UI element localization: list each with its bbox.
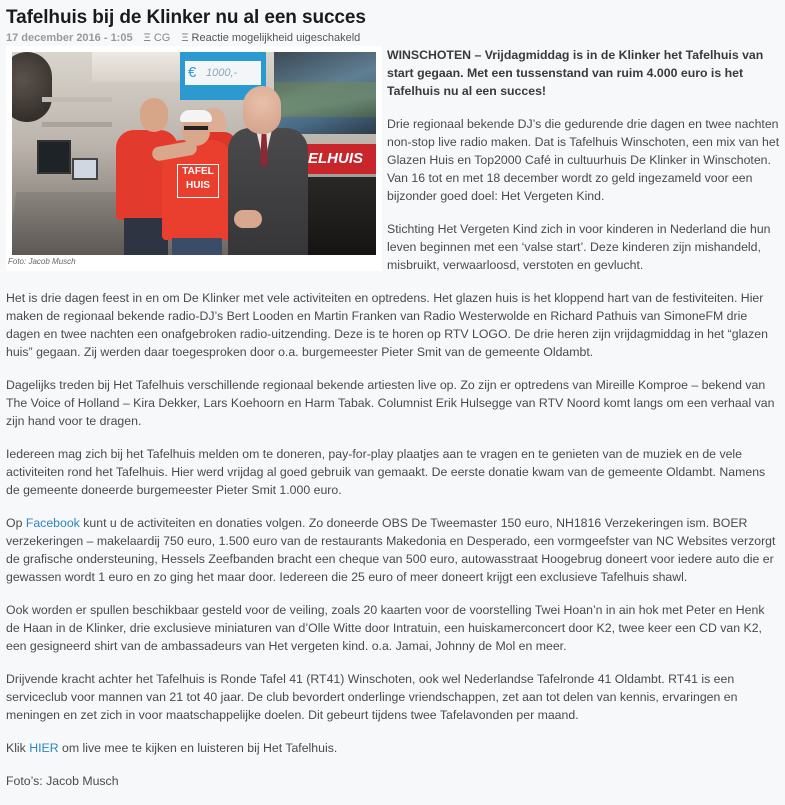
facebook-paragraph bbox=[6, 514, 781, 586]
photo-monitor-2 bbox=[72, 158, 98, 180]
text: Klik bbox=[6, 741, 30, 755]
article-title: Tafelhuis bij de Klinker nu al een succes bbox=[6, 7, 366, 28]
article-figure bbox=[6, 46, 382, 271]
photo-person-4-body bbox=[228, 128, 308, 255]
lead-paragraph: WINSCHOTEN – Vrijdagmiddag is in de Klinker het Tafelhuis van start gegaan. Met een tussenstand van ruim 4.000 euro is het Tafelhuis nu al een succes! bbox=[387, 48, 764, 98]
photo-person-2-cap bbox=[180, 110, 212, 122]
photo-shirt-text-2: HUIS bbox=[186, 180, 210, 191]
comment-icon: Ξ bbox=[181, 32, 189, 44]
facebook-link[interactable]: Facebook bbox=[25, 516, 80, 530]
photo-caption: Foto: Jacob Musch bbox=[8, 257, 76, 266]
photo-cheque-euro: € bbox=[188, 64, 197, 81]
author-link[interactable]: CG bbox=[153, 32, 171, 44]
photo-tv-grass bbox=[274, 82, 376, 117]
photo-monitor bbox=[37, 140, 71, 174]
paragraph: Drijvende kracht achter het Tafelhuis is Ronde Tafel 41 (RT41) Winschoten, ook wel Nederlandse Tafelronde 41 Oldambt. RT41 is een serviceclub voor mannen van 21 tot 40 jaar. De club bevordert onderlinge vriendschappen, zet aan tot delen van kennis, ervaringen en meningen en zet zich in voor maatschappelijke doelen. Dit gebeurt tijdens twee Tafelavonden per maand. bbox=[6, 672, 738, 722]
photo-person-2-legs bbox=[172, 238, 222, 255]
paragraph: Iedereen mag zich bij het Tafelhuis melden om te doneren, pay-for-play plaatjes aan te vragen en te genieten van de muziek en de vele activiteiten rond het Tafelhuis. Hier werd vrijdag al goed gebruik van gemaakt. De eerste donatie kwam van de gemeente Oldambt. Namens de gemeente doneerde burgemeester Pieter Smit 1.000 euro. bbox=[6, 447, 766, 497]
paragraph: Dagelijks treden bij Het Tafelhuis verschillende regionaal bekende artiesten live op. Zo zijn er optredens van Mireille Komproe – bekend van The Voice of Holland – Kira Dekker, Lars Koehoorn en Harm Tabak. Columnist Erik Hulsegge van RTV Noord komt langs om een verhaal van zijn hand voor te dragen. bbox=[6, 378, 775, 428]
photo-shirt-text-1: TAFEL bbox=[182, 166, 214, 177]
paragraph: Stichting Het Vergeten Kind zich in voor kinderen in Nederland die hun leven beginnen met een ‘valse start’. Deze kinderen zijn mishandeld, misbruikt, verwaarloosd, verstoten en gevlucht. bbox=[387, 222, 771, 272]
text: kunt u de activiteiten en donaties volgen. Zo doneerde OBS De Tweemaster 150 euro, NH1816 Verzekeringen ism. BOER verzekeringen – makelaardij 750 euro, 1.500 euro van de restaurants Makedonia en Desperado, een vormgeefster van NC Websites verzorgt de grafische ondersteuning, Hessels Zeefbanden bracht een cheque van 500 euro, autowasstraat Hoogebrug doneert voor iedere auto die er gewassen wordt 1 euro en zo ging het maar door. Iedereen die 25 euro of meer doneert krijgt een exclusieve Tafelhuis shawl. bbox=[6, 516, 776, 584]
paragraph: Het is drie dagen feest in en om De Klinker met vele activiteiten en optredens. Het glazen huis is het kloppend hart van de festiviteiten. Hier maken de regionaal bekende radio-DJ’s Bert Looden en Martin Franken van Radio Westerwolde en Richard Pathuis van SimoneFM drie dagen en twee nachten een onafgebroken radio-uitzending. Deze is te horen op RTV LOGO. De drie heren zijn vrijdagmiddag in het “glazen huis” gegaan. Zij werden daar toegesproken door o.a. burgemeester Pieter Smit van de gemeente Oldambt. bbox=[6, 291, 768, 359]
comments-status: Reactie mogelijkheid uigeschakeld bbox=[191, 32, 361, 44]
publish-date: 17 december 2016 - 1:05 bbox=[6, 32, 133, 44]
photo-person-2-glasses bbox=[184, 126, 208, 130]
text: om live mee te kijken en luisteren bij Het Tafelhuis. bbox=[58, 741, 338, 755]
photo-mic-arm bbox=[42, 97, 112, 102]
paragraph: Drie regionaal bekende DJ’s die gedurende drie dagen en twee nachten non-stop live radio maken. Dat is Tafelhuis Winschoten, een mix van het Glazen Huis en Top2000 Café in cultuurhuis De Klinker in Winschoten. Van 16 tot en met 18 december wordt zo geld ingezameld voor een bijzonder goed doel: Het Vergeten Kind. bbox=[387, 117, 780, 203]
lead-column bbox=[387, 46, 782, 289]
text: Op bbox=[6, 516, 26, 530]
photo-mic-arm-2 bbox=[42, 122, 112, 127]
photo-microphone bbox=[12, 52, 52, 122]
photo-person-4-hands bbox=[234, 210, 262, 228]
photo-credits: Foto’s: Jacob Musch bbox=[6, 774, 119, 788]
photo-person-1-head bbox=[140, 98, 168, 132]
live-stream-link[interactable]: HIER bbox=[29, 741, 59, 755]
paragraph: Ook worden er spullen beschikbaar gesteld voor de veiling, zoals 20 kaarten voor de voorstelling Twei Hoan’n in ain hok met Peter en Henk de Haan in de Klinker, drie exclusieve miniaturen van d’Olle Witte door Intratuin, een huiskamerconcert door K2, twee keer een CD van K2, een gesigneerd shirt van de ambassadeurs van Het vergeten kind. o.a. Jamai, Johnny de Mol en meer. bbox=[6, 603, 765, 653]
live-paragraph bbox=[6, 739, 781, 757]
photo-cabinet bbox=[302, 177, 376, 255]
body-column bbox=[6, 289, 781, 805]
category-icon: Ξ bbox=[143, 32, 151, 44]
photo-cheque-amount: 1000,- bbox=[206, 67, 238, 79]
article-photo[interactable] bbox=[12, 52, 376, 255]
photo-person-4-head bbox=[243, 86, 281, 134]
photo-shirt-logo bbox=[177, 164, 219, 198]
article-meta bbox=[6, 31, 779, 45]
photo-banner: ELHUIS bbox=[304, 144, 376, 174]
